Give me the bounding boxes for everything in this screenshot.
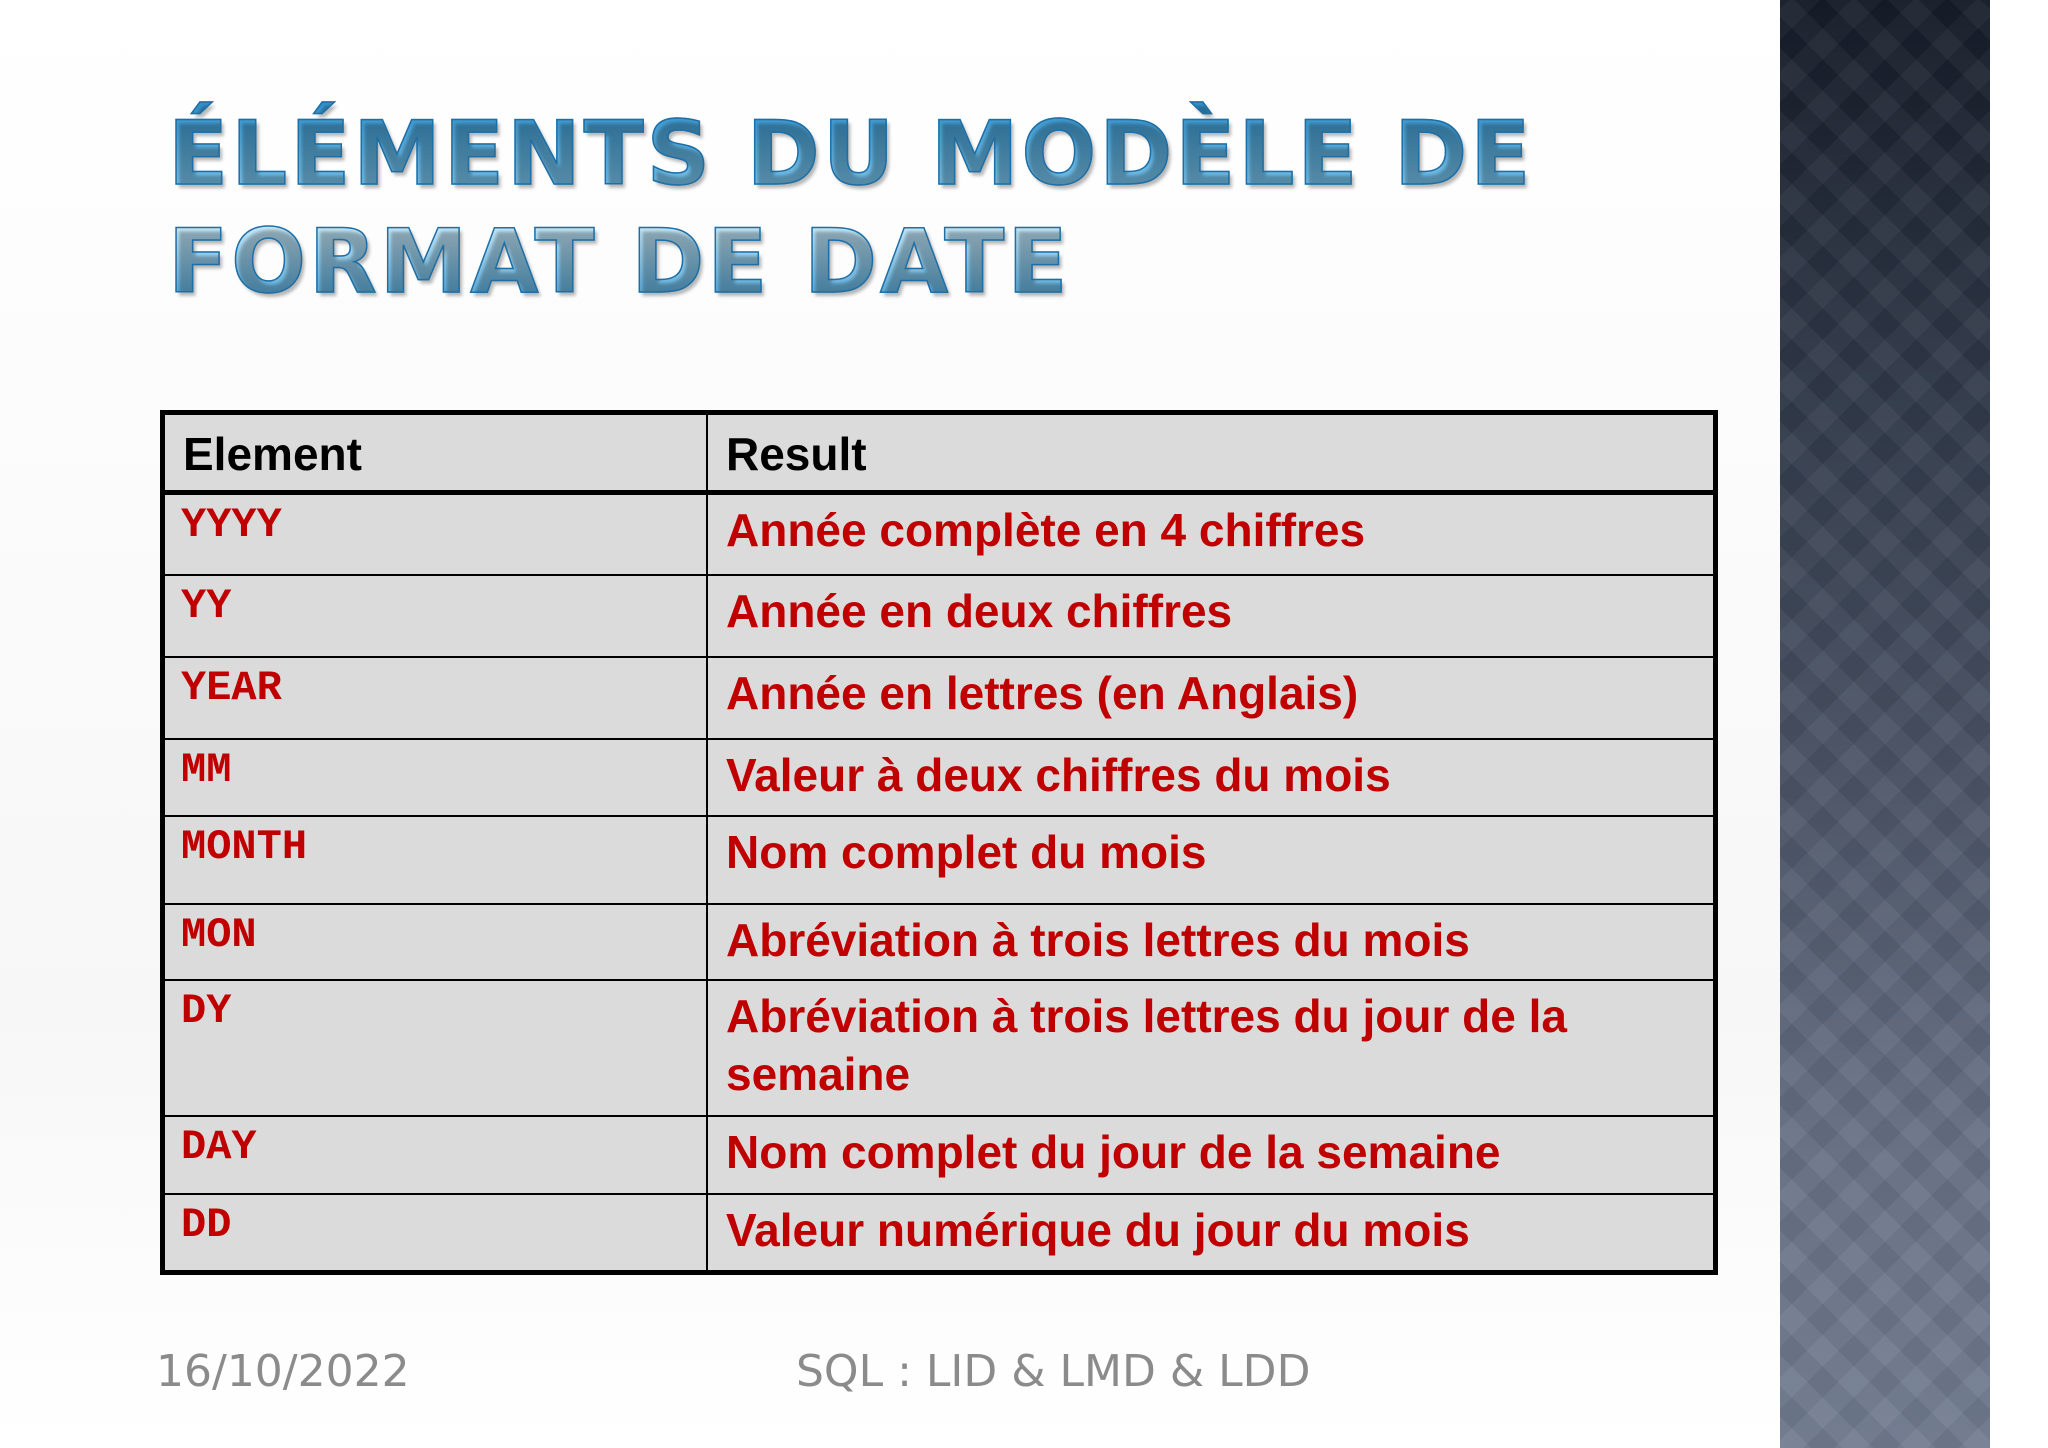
result-cell: Abréviation à trois lettres du jour de la semaine <box>707 980 1716 1116</box>
table-row <box>163 493 1716 576</box>
table-row <box>163 739 1716 816</box>
element-cell: YYYY <box>163 493 708 576</box>
result-cell: Nom complet du jour de la semaine <box>707 1116 1716 1194</box>
slide-title: ÉLÉMENTS DU MODÈLE DE FORMAT DE DATE <box>168 100 1668 316</box>
result-cell: Année en deux chiffres <box>707 575 1716 657</box>
element-cell: DD <box>163 1194 708 1273</box>
table-row <box>163 1194 1716 1273</box>
result-cell: Valeur numérique du jour du mois <box>707 1194 1716 1273</box>
table-row <box>163 904 1716 980</box>
element-cell: MM <box>163 739 708 816</box>
footer-date: 16/10/2022 <box>156 1346 410 1397</box>
column-header-element: Element <box>163 413 708 493</box>
column-header-result: Result <box>707 413 1716 493</box>
result-cell: Valeur à deux chiffres du mois <box>707 739 1716 816</box>
footer-title: SQL : LID & LMD & LDD <box>796 1346 1311 1397</box>
result-cell: Année en lettres (en Anglais) <box>707 657 1716 739</box>
table-row <box>163 816 1716 904</box>
table-header-row <box>163 413 1716 493</box>
element-cell: YEAR <box>163 657 708 739</box>
table-row <box>163 657 1716 739</box>
element-cell: MONTH <box>163 816 708 904</box>
result-cell: Nom complet du mois <box>707 816 1716 904</box>
format-elements-table <box>160 410 1718 1275</box>
element-cell: DY <box>163 980 708 1116</box>
table-row <box>163 1116 1716 1194</box>
result-cell: Abréviation à trois lettres du mois <box>707 904 1716 980</box>
table-row <box>163 980 1716 1116</box>
table-row <box>163 575 1716 657</box>
decorative-side-panel <box>1780 0 1990 1448</box>
element-cell: YY <box>163 575 708 657</box>
result-cell: Année complète en 4 chiffres <box>707 493 1716 576</box>
element-cell: MON <box>163 904 708 980</box>
element-cell: DAY <box>163 1116 708 1194</box>
